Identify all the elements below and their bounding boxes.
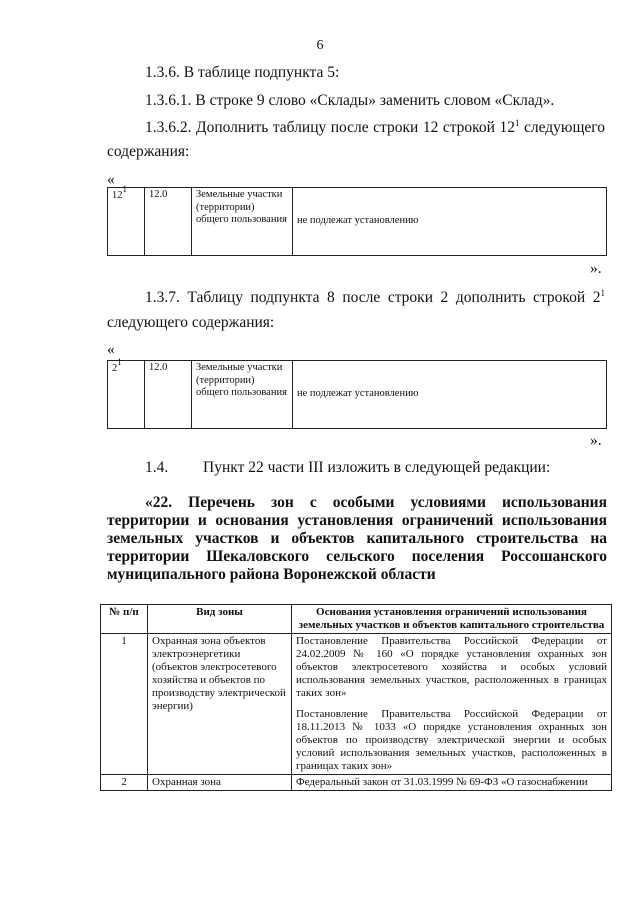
insert-table-2 bbox=[107, 357, 607, 429]
paragraph-1-4-num: 1.4. bbox=[145, 459, 169, 476]
row2-num: 2 bbox=[101, 775, 148, 791]
paragraph-1-3-6: 1.3.6. В таблице подпункта 5: bbox=[145, 64, 340, 81]
paragraph-1-3-6-1: 1.3.6.1. В строке 9 слово «Склады» заменить словом «Склад». bbox=[145, 92, 555, 109]
row1-basis bbox=[292, 634, 612, 775]
paragraph-1-3-6-2-cont: содержания: bbox=[107, 143, 190, 160]
row1-num: 1 bbox=[101, 634, 148, 775]
header-zone-type: Вид зоны bbox=[148, 605, 292, 634]
table2-zone: Земельные участки (территории) общего пользования bbox=[192, 361, 293, 429]
header-basis: Основания установления ограничений использования земельных участков и объектов капитального строительства bbox=[292, 605, 612, 634]
paragraph-1-3-6-2 bbox=[145, 118, 605, 138]
paragraph-1-3-7 bbox=[145, 288, 605, 308]
superscript: 1 bbox=[600, 288, 605, 298]
paragraph-1-3-7-text: 1.3.7. Таблицу подпункта 8 после строки 2 дополнить строкой 2 bbox=[145, 289, 601, 306]
paragraph-1-4: Пункт 22 части III изложить в следующей редакции: bbox=[203, 459, 551, 476]
insert-table-1 bbox=[107, 184, 607, 256]
page-number: 6 bbox=[316, 38, 324, 53]
title-line-3: земельных участков и объектов капитального строительства на bbox=[107, 530, 607, 547]
title-line-4: территории Шекаловского сельского поселения Россошанского bbox=[107, 548, 607, 565]
table2-code: 12.0 bbox=[145, 361, 192, 429]
paragraph-1-3-6-2-text: 1.3.6.2. Дополнить таблицу после строки 12 строкой 12 bbox=[145, 119, 515, 136]
section-title bbox=[107, 494, 607, 584]
open-quote-2: « bbox=[107, 341, 115, 358]
table1-zone: Земельные участки (территории) общего пользования bbox=[192, 188, 293, 256]
title-line-5: муниципального района Воронежской области bbox=[107, 566, 436, 583]
table1-num: $12^1$ bbox=[108, 188, 145, 256]
superscript: 1 bbox=[514, 118, 520, 128]
paragraph-1-3-6-2-tail: следующего bbox=[519, 119, 605, 136]
zones-table bbox=[100, 604, 612, 791]
title-line-1: «22. Перечень зон с особыми условиями использования bbox=[145, 494, 607, 511]
table1-code: 12.0 bbox=[145, 188, 192, 256]
row2-basis: Федеральный закон от 31.03.1999 № 69-ФЗ «О газоснабжении bbox=[292, 775, 612, 791]
close-quote-1: ». bbox=[590, 260, 602, 277]
open-quote-1: « bbox=[107, 171, 115, 188]
table-row bbox=[101, 634, 612, 775]
header-num: № п/п bbox=[101, 605, 148, 634]
table1-value: не подлежат установлению bbox=[293, 188, 607, 256]
row2-zone: Охранная зона bbox=[148, 775, 292, 791]
title-line-2: территории и основания установления ограничений использования bbox=[107, 512, 607, 529]
table2-num: $2^1$ bbox=[108, 361, 145, 429]
row1-zone: Охранная зона объектов электроэнергетики (объектов электросетевого хозяйства и объектов по производству электрической энергии) bbox=[148, 634, 292, 775]
row1-basis-2: Постановление Правительства Российской Федерации от 18.11.2013 № 1033 «О порядке установления охранных зон объектов по производству электрической энергии и особых условий использования земельных участков, расположенных в границах таких зон» bbox=[296, 708, 607, 772]
row1-basis-1: Постановление Правительства Российской Федерации от 24.02.2009 № 160 «О порядке установления охранных зон объектов электросетевого хозяйства и особых условий использования земельных участков, расположенных в границах таких зон» bbox=[296, 635, 607, 699]
paragraph-1-3-7-cont: следующего содержания: bbox=[107, 314, 275, 331]
table-row bbox=[101, 775, 612, 791]
table2-value: не подлежат установлению bbox=[293, 361, 607, 429]
close-quote-2: ». bbox=[590, 432, 602, 449]
